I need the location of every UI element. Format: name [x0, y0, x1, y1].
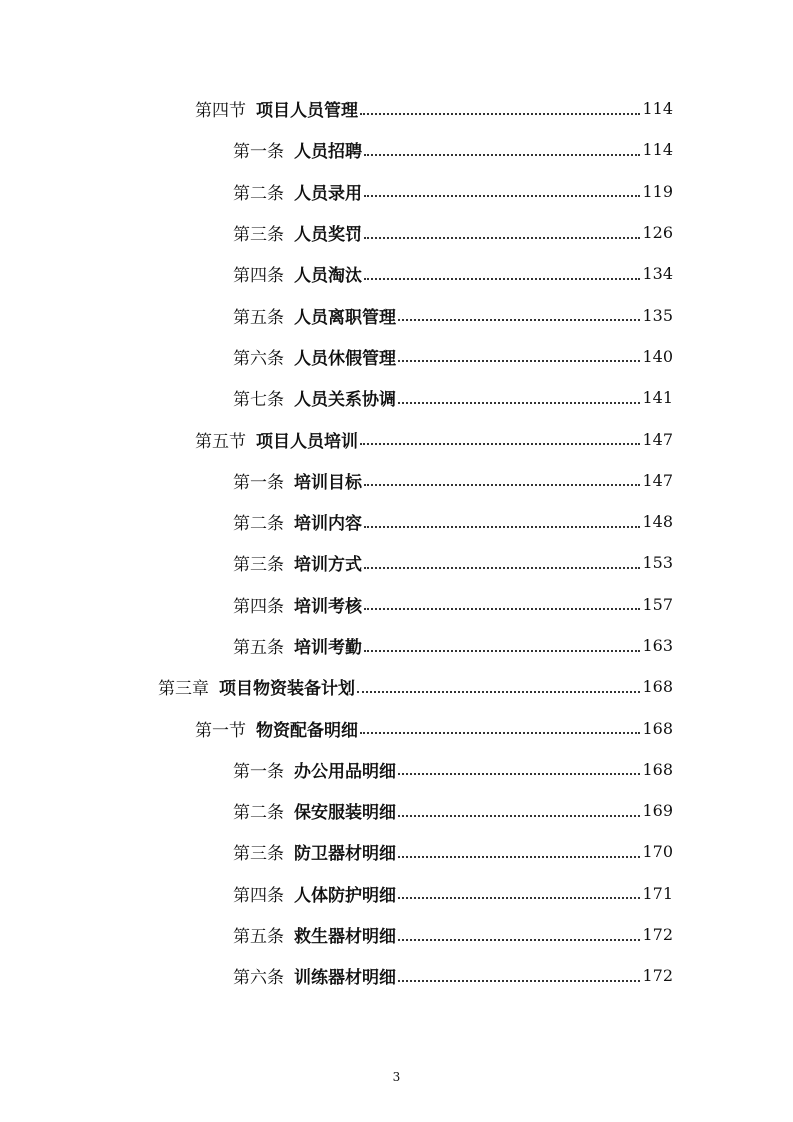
toc-entry[interactable]	[0, 707, 793, 748]
toc-entry-title: 项目人员管理	[256, 101, 358, 122]
toc-dot-leader	[364, 526, 640, 528]
toc-entry-number: 第五节	[195, 431, 246, 452]
toc-entry-page: 153	[642, 553, 673, 573]
toc-dot-leader	[364, 237, 640, 239]
toc-dot-leader	[360, 443, 640, 445]
toc-entry-title: 保安服装明细	[294, 803, 396, 824]
toc-entry-page: 157	[642, 594, 673, 614]
toc-entry[interactable]	[0, 212, 793, 253]
toc-entry-page: 140	[642, 346, 673, 366]
toc-entry-page: 147	[642, 470, 673, 490]
toc-entry-title: 防卫器材明细	[294, 844, 396, 865]
toc-entry-number: 第一节	[195, 720, 246, 741]
toc-entry[interactable]	[0, 171, 793, 212]
toc-entry[interactable]	[0, 418, 793, 459]
toc-dot-leader	[364, 154, 640, 156]
toc-entry-title: 人员休假管理	[294, 348, 396, 369]
toc-entry-page: 172	[642, 925, 673, 945]
toc-entry-number: 第二条	[233, 183, 284, 204]
toc-entry-title: 培训目标	[294, 472, 362, 493]
toc-entry-title: 人员招聘	[294, 142, 362, 163]
toc-entry-number: 第一条	[233, 472, 284, 493]
toc-entry-number: 第七条	[233, 390, 284, 411]
toc-entry[interactable]	[0, 955, 793, 996]
toc-entry[interactable]	[0, 88, 793, 129]
toc-entry-title: 救生器材明细	[294, 927, 396, 948]
toc-dot-leader	[398, 773, 640, 775]
toc-dot-leader	[398, 402, 640, 404]
toc-entry-title: 人体防护明细	[294, 885, 396, 906]
toc-entry-number: 第六条	[233, 968, 284, 989]
toc-entry-number: 第四条	[233, 596, 284, 617]
toc-entry-number: 第二条	[233, 514, 284, 535]
toc-entry-number: 第五条	[233, 927, 284, 948]
toc-entry-page: 168	[642, 718, 673, 738]
toc-entry-number: 第四节	[195, 101, 246, 122]
toc-entry[interactable]	[0, 625, 793, 666]
toc-entry-number: 第一条	[233, 142, 284, 163]
toc-dot-leader	[364, 195, 640, 197]
toc-entry-title: 人员奖罚	[294, 225, 362, 246]
toc-entry-number: 第三条	[233, 225, 284, 246]
toc-entry-title: 培训考勤	[294, 638, 362, 658]
toc-entry-number: 第四条	[233, 885, 284, 906]
toc-dot-leader	[364, 567, 640, 569]
toc-entry-page: 126	[642, 223, 673, 243]
toc-entry-page: 114	[642, 99, 673, 119]
toc-entry-number: 第三条	[233, 844, 284, 865]
table-of-contents	[0, 88, 793, 997]
toc-entry-number: 第六条	[233, 348, 284, 369]
toc-entry-page: 168	[642, 759, 673, 779]
toc-dot-leader	[364, 608, 640, 610]
toc-entry-title: 项目物资装备计划	[219, 679, 355, 700]
toc-entry[interactable]	[0, 542, 793, 583]
toc-dot-leader	[364, 650, 640, 652]
toc-dot-leader	[364, 484, 640, 486]
toc-dot-leader	[398, 815, 640, 817]
toc-entry-page: 135	[642, 305, 673, 325]
toc-entry[interactable]	[0, 377, 793, 418]
toc-entry-number: 第五条	[233, 638, 284, 658]
toc-entry-page: 172	[642, 966, 673, 986]
toc-entry[interactable]	[0, 749, 793, 790]
toc-entry-page: 148	[642, 512, 673, 532]
toc-entry-title: 培训内容	[294, 514, 362, 535]
toc-entry-page: 168	[642, 677, 673, 697]
toc-entry-title: 项目人员培训	[256, 431, 358, 452]
toc-entry-page: 163	[642, 636, 673, 655]
toc-entry[interactable]	[0, 501, 793, 542]
toc-entry-page: 114	[642, 140, 673, 160]
toc-entry-title: 人员淘汰	[294, 266, 362, 287]
toc-entry-number: 第五条	[233, 307, 284, 328]
toc-entry[interactable]	[0, 129, 793, 170]
toc-dot-leader	[398, 939, 640, 941]
toc-entry-title: 人员关系协调	[294, 390, 396, 411]
toc-entry[interactable]	[0, 336, 793, 377]
toc-entry[interactable]	[0, 790, 793, 831]
toc-entry-page: 171	[642, 883, 673, 903]
page-number: 3	[392, 1070, 401, 1084]
toc-entry[interactable]	[0, 914, 793, 955]
toc-dot-leader	[398, 856, 640, 858]
toc-entry-number: 第四条	[233, 266, 284, 287]
toc-entry-page: 147	[642, 429, 673, 449]
toc-entry-page: 134	[642, 264, 673, 284]
toc-entry[interactable]	[0, 584, 793, 625]
toc-entry-page: 141	[642, 388, 673, 408]
toc-entry-page: 119	[642, 181, 673, 201]
toc-dot-leader	[357, 691, 640, 693]
toc-dot-leader	[398, 980, 640, 982]
toc-entry-title: 人员录用	[294, 183, 362, 204]
toc-entry-title: 物资配备明细	[256, 720, 358, 741]
toc-entry[interactable]	[0, 831, 793, 872]
toc-entry-title: 办公用品明细	[294, 761, 396, 782]
toc-entry-title: 培训考核	[294, 596, 362, 617]
toc-entry-number: 第三条	[233, 555, 284, 576]
toc-entry[interactable]	[0, 253, 793, 294]
toc-entry-number: 第三章	[158, 679, 209, 700]
toc-dot-leader	[398, 319, 640, 321]
toc-dot-leader	[364, 278, 640, 280]
toc-entry[interactable]	[0, 294, 793, 335]
toc-entry-page: 169	[642, 801, 673, 821]
toc-entry-title: 训练器材明细	[294, 968, 396, 989]
toc-entry[interactable]	[0, 666, 793, 707]
toc-entry[interactable]	[0, 873, 793, 914]
toc-entry[interactable]	[0, 460, 793, 501]
toc-entry-title: 人员离职管理	[294, 307, 396, 328]
toc-entry-title: 培训方式	[294, 555, 362, 576]
toc-entry-number: 第一条	[233, 761, 284, 782]
toc-entry-number: 第二条	[233, 803, 284, 824]
toc-entry-page: 170	[642, 842, 673, 862]
toc-dot-leader	[360, 113, 640, 115]
toc-dot-leader	[360, 732, 640, 734]
toc-dot-leader	[398, 897, 640, 899]
toc-dot-leader	[398, 360, 640, 362]
